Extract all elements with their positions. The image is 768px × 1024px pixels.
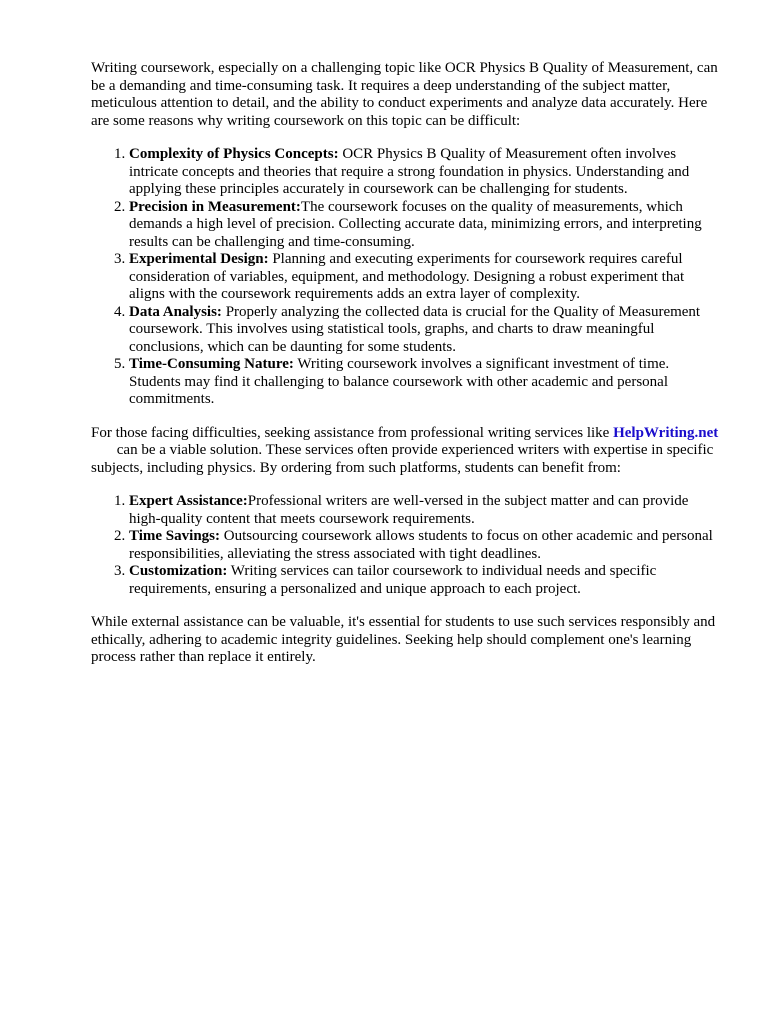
intro-paragraph: Writing coursework, especially on a challenging topic like OCR Physics B Quality of Measurement, can be a demanding and time-consuming task. It requires a deep understanding of the subject matter, meticulous attention to detail, and the ability to conduct experiments and analyze data accurately. Here are some reasons why writing coursework on this topic can be difficult: xyxy=(91,60,718,129)
list-item-text: Outsourcing coursework allows students to focus on other academic and personal responsibilities, alleviating the stress associated with tight deadlines. xyxy=(129,528,713,562)
list-item-text: Writing services can tailor coursework to individual needs and specific requirements, ensuring a personalized and unique approach to each project. xyxy=(129,563,657,597)
benefits-list xyxy=(91,493,723,598)
assistance-paragraph xyxy=(91,425,723,478)
list-item-title: Precision in Measurement: xyxy=(129,198,301,215)
list-item-title: Experimental Design: xyxy=(129,251,269,267)
list-item xyxy=(129,146,723,199)
list-item-title: Customization: xyxy=(129,563,228,579)
list-item-title: Data Analysis: xyxy=(129,303,222,320)
difficulties-list xyxy=(91,146,723,409)
list-item xyxy=(129,304,723,357)
list-item-title: Complexity of Physics Concepts: xyxy=(129,146,339,162)
list-item-text: Planning and executing experiments for coursework requires careful consideration of variables, equipment, and methodology. Designing a robust experiment that aligns with the coursework requirements adds an extra layer of complexity. xyxy=(129,251,685,302)
list-item-text: Professional writers are well-versed in the subject matter and can provide high-quality content that meets coursework requirements. xyxy=(129,493,689,527)
assistance-text-after: can be a viable solution. These services often provide experienced writers with expertise in specific subjects, including physics. By ordering from such platforms, students can benefit from: xyxy=(91,442,714,476)
list-item xyxy=(129,199,723,252)
list-item-text: OCR Physics B Quality of Measurement often involves intricate concepts and theories that require a strong foundation in physics. Understanding and applying these principles accurately in coursework can be challenging for students. xyxy=(129,146,690,197)
list-item xyxy=(129,251,723,304)
list-item xyxy=(129,356,723,409)
conclusion-paragraph: While external assistance can be valuable, it's essential for students to use such services responsibly and ethically, adhering to academic integrity guidelines. Seeking help should complement one's learning process rather than replace it entirely. xyxy=(91,614,716,665)
list-item-title: Time-Consuming Nature: xyxy=(129,356,294,372)
list-item-title: Time Savings: xyxy=(129,528,220,544)
document-page xyxy=(91,60,723,667)
list-item-text: The coursework focuses on the quality of measurements, which demands a high level of precision. Collecting accurate data, minimizing errors, and interpreting results can be challenging and time-consuming. xyxy=(129,198,702,250)
list-item xyxy=(129,563,723,598)
list-item xyxy=(129,528,723,563)
list-item-title: Expert Assistance: xyxy=(129,493,248,509)
assistance-text-before: For those facing difficulties, seeking assistance from professional writing services like xyxy=(91,424,614,441)
helpwriting-link[interactable]: HelpWriting.net xyxy=(613,424,719,441)
list-item-text: Properly analyzing the collected data is crucial for the Quality of Measurement coursework. This involves using statistical tools, graphs, and charts to draw meaningful conclusions, which can be daunting for some students. xyxy=(129,303,701,355)
list-item-text: Writing coursework involves a significant investment of time. Students may find it challenging to balance coursework with other academic and personal commitments. xyxy=(129,356,670,407)
list-item xyxy=(129,493,723,528)
